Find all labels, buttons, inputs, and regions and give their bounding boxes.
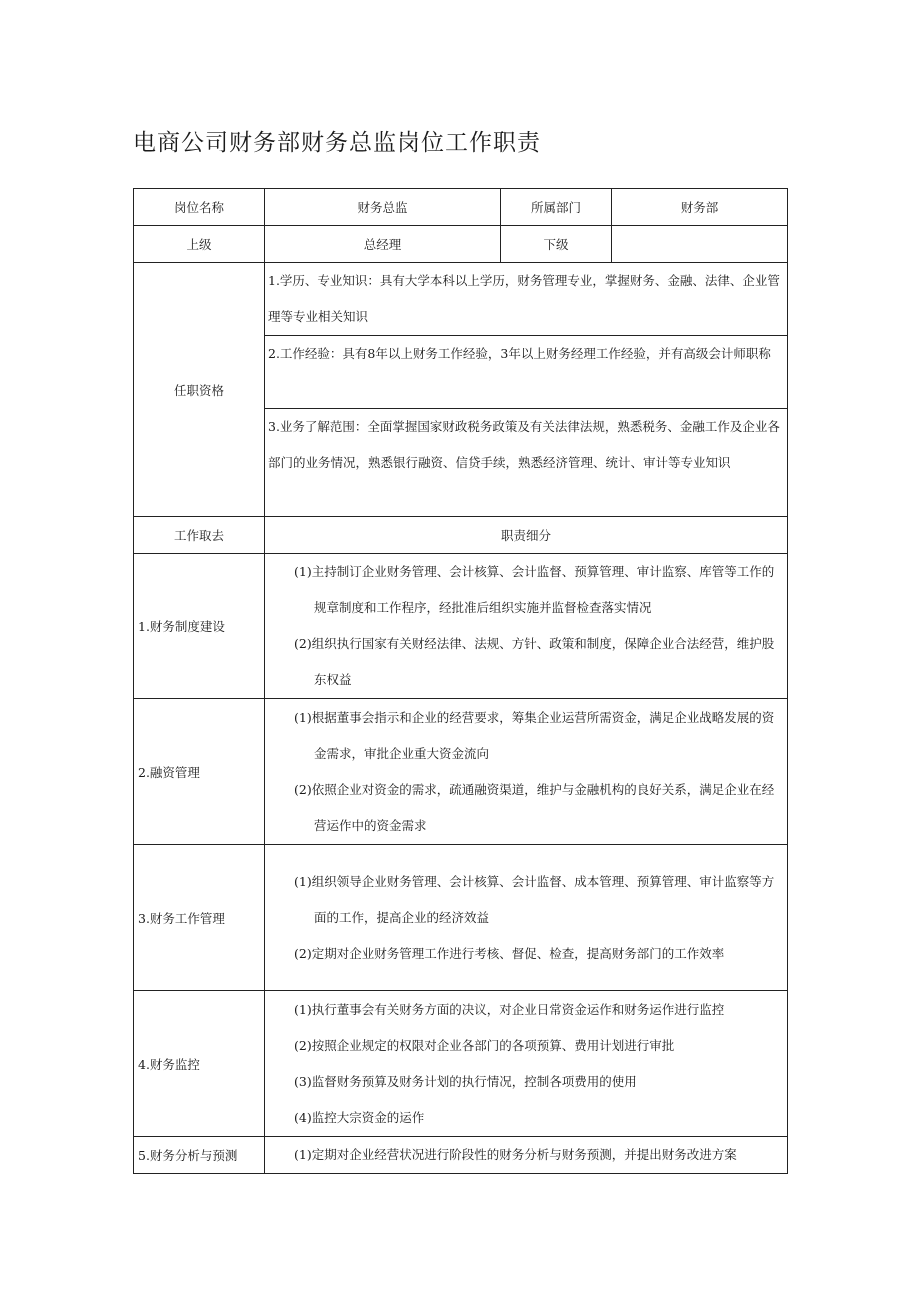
duty-item: (1)执行董事会有关财务方面的决议，对企业日常资金运作和财务运作进行监控 — [294, 1001, 725, 1017]
duty-item: (4)监控大宗资金的运作 — [294, 1109, 425, 1125]
page-title: 电商公司财务部财务总监岗位工作职责 — [133, 130, 541, 156]
duty-item: (1)根据董事会指示和企业的经营要求，筹集企业运营所需资金，满足企业战略发展的资金需求，审批企业重大资金流向 — [294, 709, 775, 761]
duty-item: (3)监督财务预算及财务计划的执行情况，控制各项费用的使用 — [294, 1073, 637, 1089]
department-label: 所属部门 — [501, 189, 612, 226]
superior-label: 上级 — [134, 226, 265, 263]
qualification-item: 2.工作经验：具有8年以上财务工作经验，3年以上财务经理工作经验，并有高级会计师职称 — [265, 336, 787, 409]
reporting-row — [134, 226, 788, 263]
duty-item: (2)定期对企业财务管理工作进行考核、督促、检查，提高财务部门的工作效率 — [294, 945, 725, 961]
subordinate-label: 下级 — [501, 226, 612, 263]
duty-details — [265, 845, 788, 991]
duty-name: 1.财务制度建设 — [134, 554, 265, 699]
superior-value: 总经理 — [265, 226, 501, 263]
position-name-value: 财务总监 — [265, 189, 501, 226]
qualifications-row — [134, 263, 788, 517]
duty-row — [134, 554, 788, 699]
duties-header-row — [134, 517, 788, 554]
qualification-item: 1.学历、专业知识：具有大学本科以上学历，财务管理专业，掌握财务、金融、法律、企业管理等专业相关知识 — [265, 263, 787, 336]
duty-details — [265, 699, 788, 845]
duty-name: 2.融资管理 — [134, 699, 265, 845]
duty-details — [265, 554, 788, 699]
duty-item: (2)依照企业对资金的需求，疏通融资渠道，维护与金融机构的良好关系，满足企业在经营运作中的资金需求 — [294, 781, 775, 833]
duty-row — [134, 1137, 788, 1174]
duty-row — [134, 699, 788, 845]
duty-name: 4.财务监控 — [134, 991, 265, 1137]
duty-row — [134, 845, 788, 991]
duty-item: (2)按照企业规定的权限对企业各部门的各项预算、费用计划进行审批 — [294, 1037, 675, 1053]
job-description-table — [133, 188, 788, 1174]
details-header: 职责细分 — [265, 517, 788, 554]
qualification-item: 3.业务了解范围：全面掌握国家财政税务政策及有关法律法规，熟悉税务、金融工作及企业各部门的业务情况，熟悉银行融资、信贷手续，熟悉经济管理、统计、审计等专业知识 — [268, 419, 780, 470]
duty-row — [134, 991, 788, 1137]
position-name-label: 岗位名称 — [134, 189, 265, 226]
duty-name: 3.财务工作管理 — [134, 845, 265, 991]
duty-item: (1)定期对企业经营状况进行阶段性的财务分析与财务预测，并提出财务改进方案 — [294, 1147, 737, 1162]
duty-details — [265, 1137, 788, 1174]
duty-item: (1)组织领导企业财务管理、会计核算、会计监督、成本管理、预算管理、审计监察等方面的工作，提高企业的经济效益 — [294, 873, 775, 925]
position-row — [134, 189, 788, 226]
qualifications-cell — [265, 263, 788, 517]
duty-item: (1)主持制订企业财务管理、会计核算、会计监督、预算管理、审计监察、库管等工作的规章制度和工作程序，经批准后组织实施并监督检查落实情况 — [294, 564, 775, 615]
orientation-header: 工作取去 — [134, 517, 265, 554]
qualifications-label: 任职资格 — [134, 263, 265, 517]
duty-name: 5.财务分析与预测 — [134, 1137, 265, 1174]
subordinate-value — [612, 226, 788, 263]
department-value: 财务部 — [612, 189, 788, 226]
duty-item: (2)组织执行国家有关财经法律、法规、方针、政策和制度，保障企业合法经营，维护股东权益 — [294, 636, 775, 687]
duty-details — [265, 991, 788, 1137]
